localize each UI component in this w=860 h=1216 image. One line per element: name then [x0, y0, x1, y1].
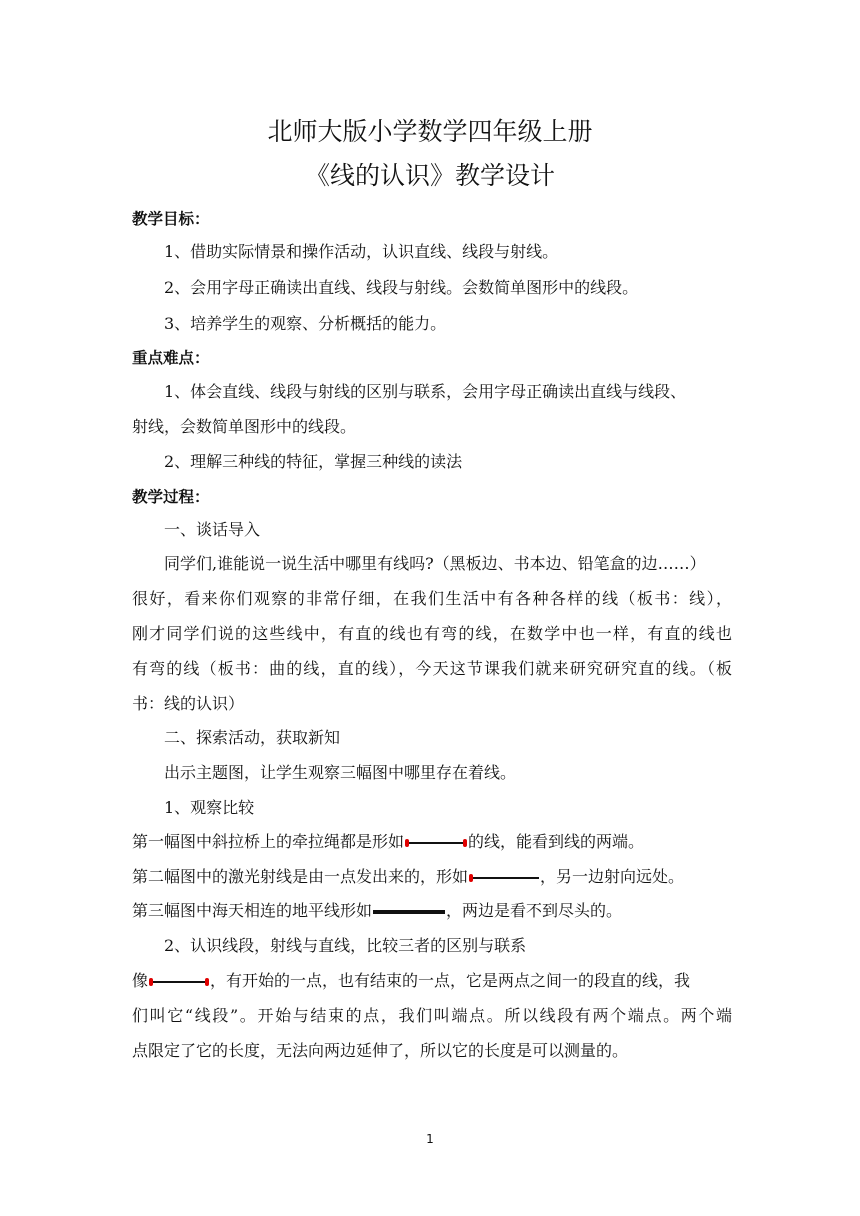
process-heading: 教学过程： — [132, 488, 210, 506]
picture1-text-before: 第一幅图中斜拉桥上的牵拉绳都是形如 — [132, 832, 405, 851]
segment-line-1 — [132, 971, 732, 991]
picture3-text-after: ，两边是看不到尽头的。 — [446, 901, 623, 920]
segment-line-3: 点限定了它的长度，无法向两边延伸了，所以它的长度是可以测量的。 — [132, 1041, 629, 1060]
show-picture-text: 出示主题图，让学生观察三幅图中哪里存在着线。 — [164, 763, 517, 782]
intro-line-2: 很好，看来你们观察的非常仔细，在我们生活中有各种各样的线（板书：线）， — [132, 589, 732, 608]
intro-line-1: 同学们,谁能说一说生活中哪里有线吗?（黑板边、书本边、铅笔盒的边……） — [164, 554, 706, 573]
segment-bar — [407, 842, 465, 844]
key-point-1-line2: 射线，会数简单图形中的线段。 — [132, 417, 357, 436]
segment-endpoint-left-2 — [149, 978, 153, 986]
segment-line-2: 们叫它“线段”。开始与结束的点，我们叫端点。所以线段有两个端点。两个端 — [132, 1006, 732, 1025]
picture2-text-before: 第二幅图中的激光射线是由一点发出来的，形如 — [132, 867, 469, 886]
key-point-2: 2、理解三种线的特征，掌握三种线的读法 — [164, 452, 463, 471]
straight-line-figure — [373, 906, 445, 918]
section1-title: 一、谈话导入 — [164, 520, 261, 539]
picture2-line — [132, 867, 732, 887]
ray-endpoint — [469, 874, 473, 882]
document-subtitle: 《线的认识》教学设计 — [304, 161, 555, 190]
segment-endpoint-left — [405, 839, 409, 847]
objective-item-2: 2、会用字母正确读出直线、线段与射线。会数简单图形中的线段。 — [164, 278, 639, 297]
objective-item-3: 3、培养学生的观察、分析概括的能力。 — [164, 314, 447, 333]
ray-figure — [469, 872, 539, 884]
segment-endpoint-right — [463, 839, 467, 847]
straight-line-bar — [373, 910, 445, 914]
picture3-text-before: 第三幅图中海天相连的地平线形如 — [132, 901, 373, 920]
segment-text-after: ，有开始的一点，也有结束的一点，它是两点之间一的段直的线，我 — [210, 971, 691, 990]
segment-text-before: 像 — [132, 971, 149, 990]
key-point-1-line1: 1、体会直线、线段与射线的区别与联系，会用字母正确读出直线与线段、 — [164, 382, 687, 401]
ray-bar — [471, 877, 539, 879]
picture1-line — [132, 832, 732, 852]
key-points-heading: 重点难点： — [132, 349, 210, 367]
objective-item-1: 1、借助实际情景和操作活动，认识直线、线段与射线。 — [164, 242, 559, 261]
objectives-heading: 教学目标： — [132, 210, 210, 228]
document-title: 北师大版小学数学四年级上册 — [267, 117, 593, 146]
intro-line-3: 刚才同学们说的这些线中，有直的线也有弯的线，在数学中也一样，有直的线也 — [132, 624, 732, 643]
picture3-line — [132, 901, 732, 921]
intro-line-4: 有弯的线（板书：曲的线，直的线），今天这节课我们就来研究研究直的线。（板 — [132, 659, 732, 678]
picture2-text-after: ，另一边射向远处。 — [540, 867, 685, 886]
step2-title: 2、认识线段，射线与直线，比较三者的区别与联系 — [164, 936, 527, 955]
intro-line-5: 书：线的认识） — [132, 694, 245, 713]
step1-title: 1、观察比较 — [164, 798, 255, 817]
segment-figure-2 — [149, 976, 209, 988]
page-number: 1 — [426, 1132, 434, 1146]
segment-figure — [405, 837, 467, 849]
section2-title: 二、探索活动，获取新知 — [164, 728, 341, 747]
segment-bar-2 — [151, 981, 207, 983]
picture1-text-after: 的线，能看到线的两端。 — [468, 832, 645, 851]
segment-endpoint-right-2 — [205, 978, 209, 986]
